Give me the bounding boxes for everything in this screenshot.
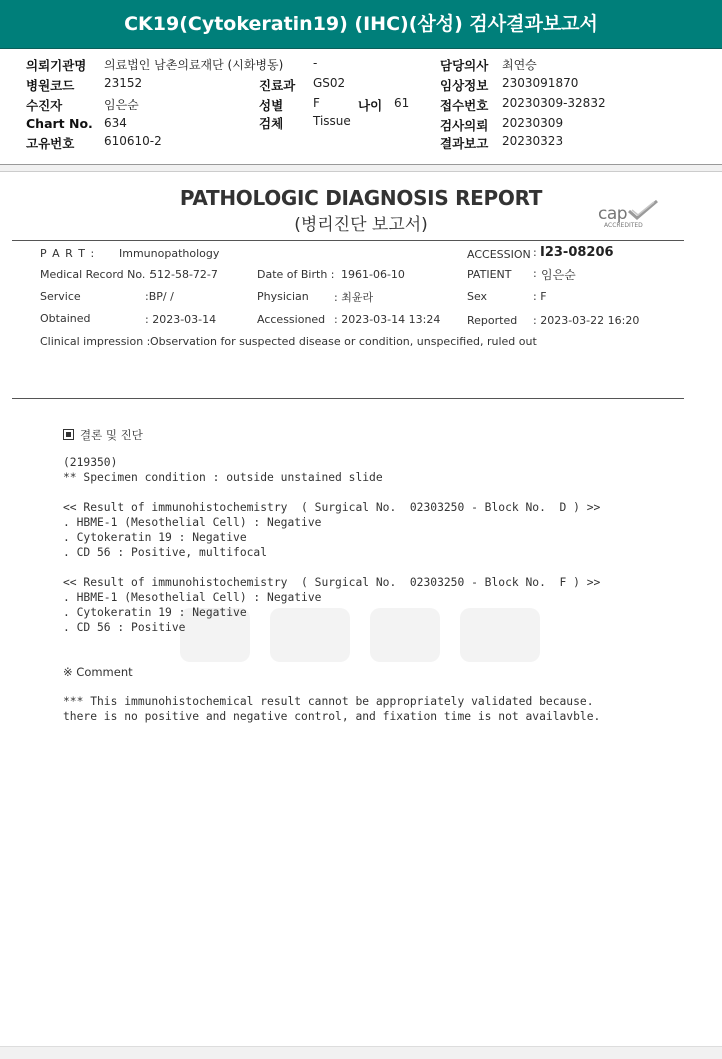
clinical-value: 2303091870 [502,76,579,90]
patient-colon: : [533,267,537,280]
institution-value: 의료법인 남촌의료재단 (시화병동) [104,58,284,72]
result1-line: . HBME-1 (Mesothelial Cell) : Negative [63,516,322,529]
doctor-label: 담당의사 [440,58,489,73]
comment-title: ※ Comment [63,665,133,679]
service-value: :BP/ / [145,290,174,303]
accessioned-value: : 2023-03-14 13:24 [334,313,441,326]
accession-label: ACCESSION [467,248,531,261]
accession-value: I23-08206 [540,245,614,260]
cap-accredited: ACCREDITED [604,222,643,229]
result1-line: . CD 56 : Positive, multifocal [63,546,268,559]
sex-value: F [313,96,320,110]
obtained-label: Obtained [40,312,91,325]
case-number: (219350) [63,456,118,469]
receipt-label: 접수번호 [440,98,489,113]
report-date-label: 결과보고 [440,136,489,151]
request-value: 20230309 [502,116,564,130]
hospital-code-value: 23152 [104,76,143,90]
hospital-code-label: 병원코드 [26,78,75,93]
comment-line: there is no positive and negative control, and fixation time is not availavble. [63,710,601,723]
result1-header: << Result of immunohistochemistry ( Surgical No. 02303250 - Block No. D ) >> [63,501,601,514]
result1-line: . Cytokeratin 19 : Negative [63,531,247,544]
report-title: PATHOLOGIC DIAGNOSIS REPORT [179,186,543,210]
specimen-label: 검체 [259,116,284,131]
part-value: Immunopathology [119,247,220,260]
dob-label: Date of Birth : [257,268,335,281]
divider-bottom [0,171,722,172]
receipt-value: 20230309-32832 [502,96,606,110]
institution-label: 의뢰기관명 [26,58,87,73]
square-icon [63,429,74,440]
chart-value: 634 [104,116,127,130]
page-title: CK19(Cytokeratin19) (IHC)(삼성) 검사결과보고서 [124,13,598,35]
patient-report-label: PATIENT [467,268,512,281]
mrn-value: 512-58-72-7 [150,268,218,281]
report-header [0,0,722,49]
part-label: P A R T : [40,247,96,260]
section-title: 결론 및 진단 [80,428,143,442]
request-label: 검사의뢰 [440,118,489,133]
clinical-impression-value: Observation for suspected disease or condition, unspecified, ruled out [150,335,537,348]
unique-label: 고유번호 [26,136,75,151]
section-conclusion [63,427,143,443]
age-label: 나이 [358,98,383,113]
institution-dash: - [313,56,318,70]
dept-value: GS02 [313,76,346,90]
service-label: Service [40,290,81,303]
check-icon [626,198,660,222]
obtained-value: : 2023-03-14 [145,313,217,326]
patient-report-value: 임은순 [541,268,576,282]
sex-report-label: Sex [467,290,488,303]
unique-value: 610610-2 [104,134,162,148]
specimen-value: Tissue [313,114,351,128]
accessioned-label: Accessioned [257,313,326,326]
sex-report-value: : F [533,290,547,303]
accession-colon: : [533,246,537,259]
doctor-value: 최연승 [502,58,537,72]
cap-logo: cap [598,204,628,224]
physician-value: : 최윤라 [334,291,374,304]
dept-label: 진료과 [259,78,296,93]
result2-line: . HBME-1 (Mesothelial Cell) : Negative [63,591,322,604]
age-value: 61 [394,96,410,110]
comment-line: *** This immunohistochemical result cannot be appropriately validated because. [63,695,594,708]
result2-line: . Cytokeratin 19 : Negative [63,606,247,619]
result2-header: << Result of immunohistochemistry ( Surgical No. 02303250 - Block No. F ) >> [63,576,601,589]
footer-rule [0,1046,722,1047]
reported-value: : 2023-03-22 16:20 [533,314,640,327]
physician-label: Physician [257,290,309,303]
mrn-label: Medical Record No. : [40,268,153,281]
footer-band [0,1046,722,1059]
dob-value: 1961-06-10 [341,268,405,281]
chart-label: Chart No. [26,116,93,131]
reported-label: Reported [467,314,518,327]
report-top-rule [12,240,684,241]
specimen-condition: ** Specimen condition : outside unstained slide [63,471,383,484]
clinical-impression-label: Clinical impression : [40,335,151,348]
patient-label: 수진자 [26,98,63,113]
report-subtitle: (병리진단 보고서) [294,215,428,235]
patient-value: 임은순 [104,98,139,112]
clinical-label: 임상정보 [440,78,489,93]
report-date-value: 20230323 [502,134,564,148]
sex-label: 성별 [259,98,284,113]
result2-line: . CD 56 : Positive [63,621,186,634]
report-bottom-rule [12,398,684,399]
